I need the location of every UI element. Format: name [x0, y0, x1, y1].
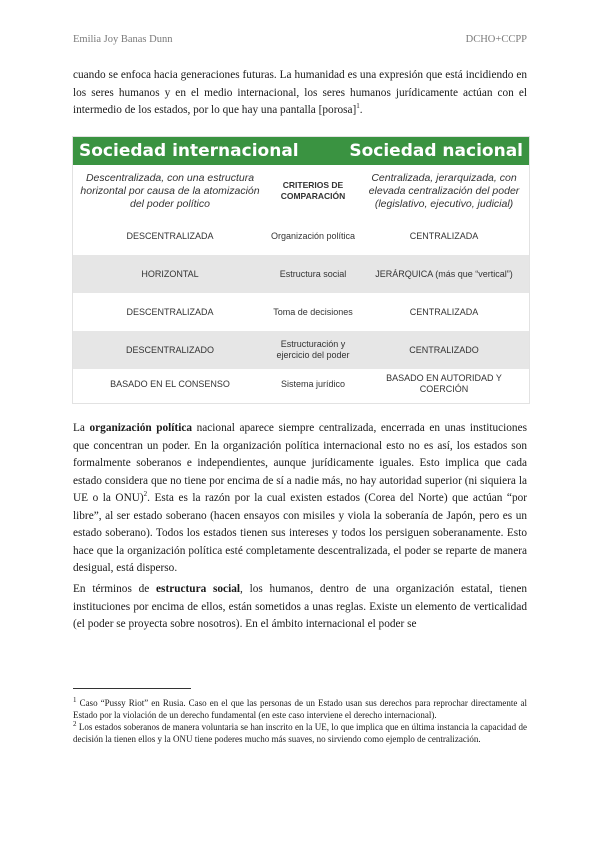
- table-banner: [73, 137, 529, 165]
- paragraph-social-structure: [73, 581, 527, 634]
- row-international-value: DESCENTRALIZADO: [125, 344, 214, 355]
- row-national-value: CENTRALIZADA: [409, 306, 479, 317]
- footnote-ref-2[interactable]: 2: [143, 490, 148, 499]
- row-criterion: Estructura social: [279, 268, 347, 279]
- paragraph-text: , los humanos, dentro de una organización estatal, tienen instituciones por encima de ellos, están sometidos a unas reglas. Existe un elemento de verticalidad (el poder se proyecta sobre nosotros). En el ámbito internacional el poder se: [73, 583, 528, 630]
- table-row: [73, 293, 529, 331]
- row-international-value: BASADO EN EL CONSENSO: [110, 378, 230, 389]
- row-criterion: Sistema jurídico: [280, 378, 346, 389]
- row-national-value: JERÁRQUICA (más que “vertical”): [375, 268, 513, 279]
- paragraph-text: nacional aparece siempre centralizada, encerrada en unas instituciones que concentran un poder. En la organización política internacional esto no es así, los estados son formalmente soberanos e independientes, aunque jurídicamente iguales. Esto implica que cada estado considera que no tiene por encima de sí a nadie más, no hay autoridad superior (ni siquiera la UE o la ONU): [73, 422, 527, 504]
- banner-title-national: Sociedad nacional: [349, 141, 523, 161]
- paragraph-text: . Esta es la razón por la cual existen estados (Corea del Norte) que actúan “por libre”, al ser estado soberano (hacen ensayos con misiles y viola la soberanía de Japón, pero es un estado soberano). Todos los estados tienen sus intereses y todos los persiguen soberanamente. Esto hace que la organización política esté completamente descentralizada, el poder se reparte de manera desigual, está disperso.: [73, 492, 527, 574]
- table-subheader: [73, 167, 529, 215]
- table-row: [73, 331, 529, 369]
- footnote-text: Los estados soberanos de manera voluntaria se han inscrito en la UE, lo que implica que en última instancia la capacidad de decisión la tienen ellos y la ONU tiene poderes mucho más suaves, no sirviendo como ejemplo de centralización.: [73, 722, 527, 744]
- footnotes: [73, 697, 527, 745]
- footnote-ref-1[interactable]: 1: [356, 102, 360, 111]
- row-criterion: Toma de decisiones: [273, 306, 353, 317]
- banner-title-international: Sociedad internacional: [79, 141, 299, 161]
- subheader-international: Descentralizada, con una estructura horizontal por causa de la atomización del poder político: [80, 171, 260, 210]
- footnote-mark-2: 2: [73, 720, 77, 728]
- subheader-criteria: CRITERIOS DE COMPARACIÓN: [280, 180, 346, 201]
- footnote-text: Caso “Pussy Riot” en Rusia. Caso en el que las personas de un Estado usan sus derechos para reprochar directamente al Estado por la violación de un derecho fundamental (en este caso interviene el derecho internacional).: [73, 698, 527, 720]
- comparison-table-figure: [72, 136, 530, 404]
- paragraph-text: La: [73, 422, 90, 434]
- footnote-mark-1: 1: [73, 696, 77, 704]
- row-criterion: Estructuración y ejercicio del poder: [276, 339, 350, 360]
- row-international-value: DESCENTRALIZADA: [126, 306, 214, 317]
- term-political-organization: organización política: [89, 422, 193, 434]
- paragraph-text: En términos de: [73, 583, 157, 595]
- table-row: [73, 217, 529, 255]
- paragraph-political-organization: [73, 420, 527, 578]
- row-international-value: DESCENTRALIZADA: [126, 230, 214, 241]
- row-national-value: CENTRALIZADO: [409, 344, 479, 355]
- footnote-1: [73, 697, 527, 721]
- row-criterion: Organización política: [270, 230, 356, 241]
- page-header: [73, 34, 527, 45]
- paragraph-intro: cuando se enfoca hacia generaciones futuras. La humanidad es una expresión que está incidiendo en los seres humanos y en el medio internacional, los seres humanos jurídicamente actúan con el intermedio de los estados, por lo que hay una pantalla [porosa]$^1$.: [73, 69, 527, 116]
- row-national-value: BASADO EN AUTORIDAD Y COERCIÓN: [386, 373, 502, 394]
- footnote-divider: [73, 688, 191, 689]
- table-row: [73, 365, 529, 403]
- term-social-structure: estructura social: [156, 583, 240, 595]
- table-row: [73, 255, 529, 293]
- row-international-value: HORIZONTAL: [141, 268, 199, 279]
- footnote-2: [73, 721, 527, 745]
- paragraph-intro-text: cuando se enfoca hacia generaciones futuras. La humanidad es una expresión que está incidiendo en los seres humanos y en el medio internacional, los seres humanos jurídicamente actúan con el intermedio de los estados, por lo que hay una pantalla [porosa]: [73, 69, 527, 116]
- subheader-national: Centralizada, jerarquizada, con elevada centralización del poder (legislativo, ejecutivo, judicial): [368, 171, 520, 210]
- header-author: Emilia Joy Banas Dunn: [73, 34, 173, 45]
- row-national-value: CENTRALIZADA: [409, 230, 479, 241]
- header-course: DCHO+CCPP: [465, 34, 527, 45]
